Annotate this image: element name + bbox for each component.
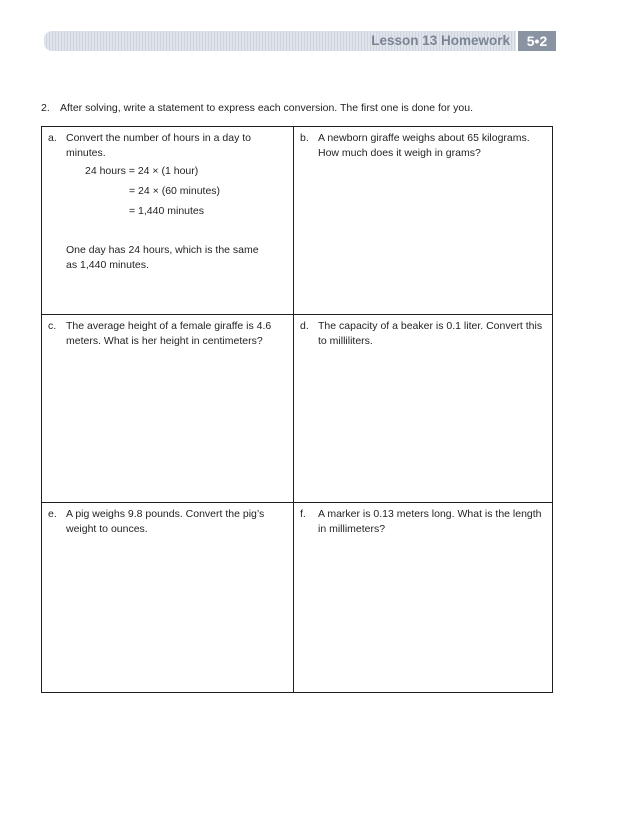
work-line: 24 hours = 24 × (1 hour) [85, 165, 199, 177]
problem-text: The average height of a female giraffe is 4.6 meters. What is her height in centimeters? [66, 320, 272, 347]
instruction [41, 101, 473, 115]
problem-grid [41, 126, 553, 693]
problem-label: a. [48, 132, 57, 144]
instruction-number: 2. [41, 102, 50, 114]
problem-f[interactable] [294, 503, 552, 692]
answer-statement: One day has 24 hours, which is the same as 1,440 minutes. [66, 244, 259, 271]
lesson-title: Lesson 13 Homework [371, 33, 510, 48]
problem-text: Convert the number of hours in a day to minutes. [66, 132, 252, 159]
problem-label: b. [300, 132, 309, 144]
problem-text: A newborn giraffe weighs about 65 kilograms. How much does it weigh in grams? [318, 132, 530, 159]
work-line: = 1,440 minutes [129, 205, 205, 217]
problem-text: A pig weighs 9.8 pounds. Convert the pig’s weight to ounces. [66, 508, 265, 535]
problem-label: d. [300, 320, 309, 332]
problem-b[interactable] [294, 127, 552, 315]
work-line: = 24 × (60 minutes) [129, 185, 221, 197]
problem-label: e. [48, 508, 57, 520]
module-badge: 5•2 [518, 31, 556, 51]
problem-c[interactable] [42, 315, 294, 503]
problem-e[interactable] [42, 503, 294, 692]
problem-text: The capacity of a beaker is 0.1 liter. Convert this to milliliters. [318, 320, 543, 347]
problem-a[interactable] [42, 127, 294, 315]
instruction-text: After solving, write a statement to express each conversion. The first one is done for you. [60, 102, 474, 114]
problem-label: f. [300, 508, 306, 520]
problem-d[interactable] [294, 315, 552, 503]
problem-label: c. [48, 320, 57, 332]
problem-text: A marker is 0.13 meters long. What is the length in millimeters? [318, 508, 542, 535]
